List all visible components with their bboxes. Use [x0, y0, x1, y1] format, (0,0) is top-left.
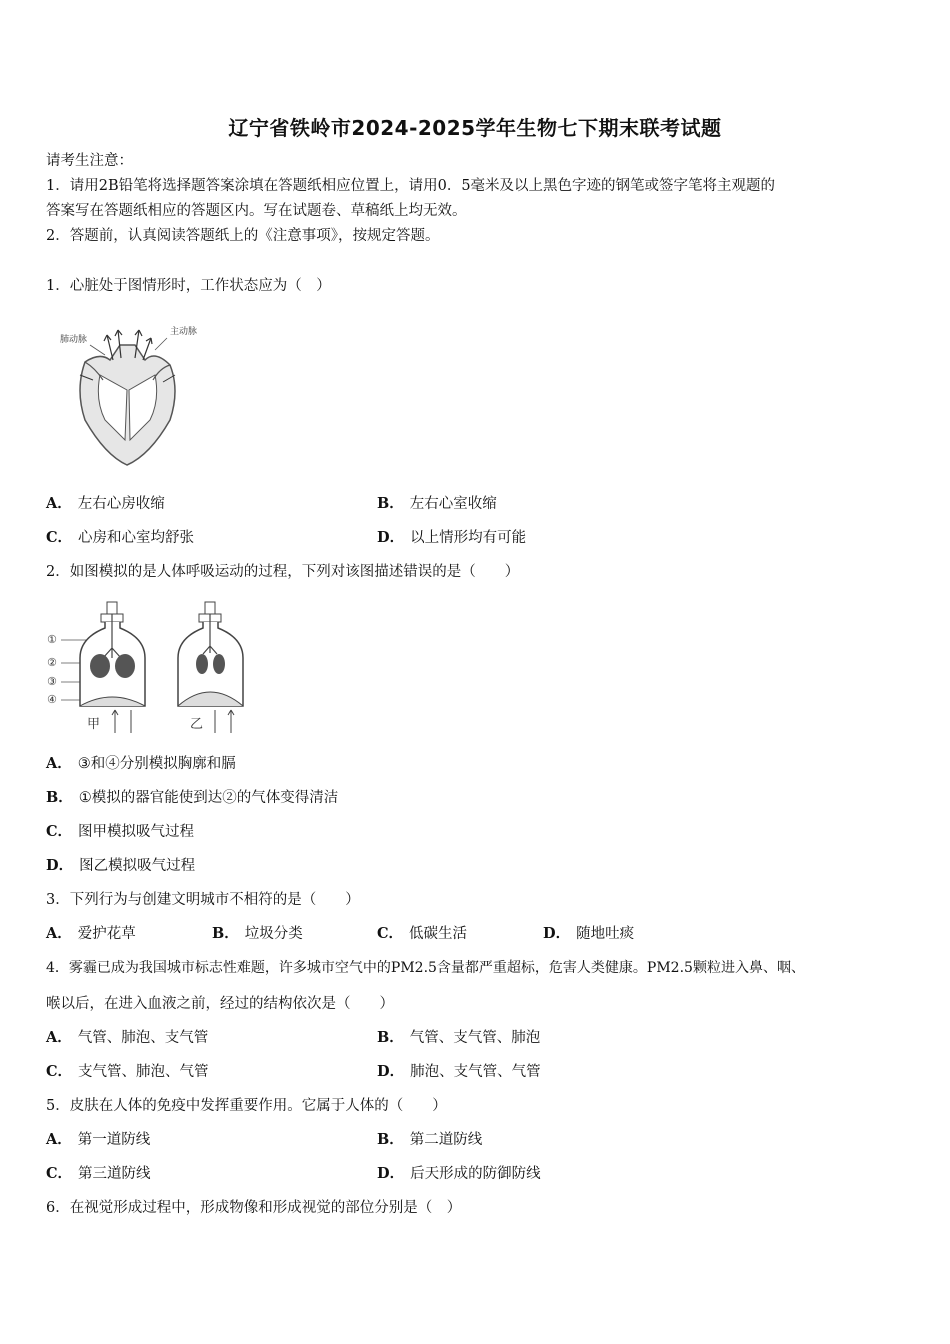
label-yi: 乙	[190, 717, 204, 732]
q4-option-c	[46, 1062, 209, 1082]
q1-option-a	[46, 494, 165, 514]
notice-line: 1．请用2B铅笔将选择题答案涂填在答题纸相应位置上，请用0．5毫米及以上黑色字迹的钢笔或签字笔将主观题的	[46, 178, 776, 194]
q3-option-a	[46, 924, 136, 944]
option-label: A．	[46, 755, 72, 772]
question-5-stem: 5．皮肤在人体的免疫中发挥重要作用。它属于人体的（ ）	[46, 1098, 447, 1114]
q4-option-a	[46, 1028, 208, 1048]
option-text: 气管、支气管、肺泡	[409, 1030, 541, 1046]
option-text: 第二道防线	[409, 1132, 483, 1148]
option-text: ①模拟的器官能使到达②的气体变得清洁	[78, 790, 339, 806]
option-label: A．	[46, 1131, 72, 1148]
option-text: 第三道防线	[78, 1166, 151, 1182]
q3-option-b	[212, 924, 303, 944]
question-1-stem: 1．心脏处于图情形时，工作状态应为（ ）	[46, 278, 331, 294]
option-text: 左右心房收缩	[77, 496, 165, 512]
q1-option-d	[377, 528, 526, 548]
q2-option-b	[46, 788, 338, 808]
q4-option-d	[377, 1062, 541, 1082]
option-label: D．	[46, 857, 74, 874]
q1-option-c	[46, 528, 194, 548]
option-text: 以上情形均有可能	[410, 530, 527, 546]
option-label: A．	[46, 495, 72, 512]
page-title: 辽宁省铁岭市2024-2025学年生物七下期末联考试题	[228, 116, 722, 140]
q2-option-c	[46, 822, 194, 842]
option-text: 垃圾分类	[244, 926, 303, 942]
option-label: C．	[46, 529, 73, 546]
option-label: B．	[377, 1029, 404, 1046]
option-text: ③和④分别模拟胸廓和膈	[77, 756, 236, 772]
option-text: 气管、肺泡、支气管	[77, 1030, 209, 1046]
q5-option-c	[46, 1164, 151, 1184]
option-text: 低碳生活	[409, 926, 468, 942]
label-4: ④	[47, 693, 57, 706]
option-label: B．	[212, 925, 239, 942]
option-label: C．	[377, 925, 404, 942]
option-label: D．	[377, 1063, 405, 1080]
q5-option-a	[46, 1130, 150, 1150]
q2-option-d	[46, 856, 195, 876]
q5-option-d	[377, 1164, 541, 1184]
option-text: 爱护花草	[77, 926, 136, 942]
question-2-stem: 2．如图模拟的是人体呼吸运动的过程，下列对该图描述错误的是（ ）	[46, 564, 520, 580]
question-4-stem: 4．雾霾已成为我国城市标志性难题，许多城市空气中的PM2.5含量都严重超标，危害人类健康。PM2.5颗粒进入鼻、咽、	[46, 960, 805, 976]
option-label: C．	[46, 823, 73, 840]
question-3-stem: 3．下列行为与创建文明城市不相符的是（ ）	[46, 892, 360, 908]
option-label: C．	[46, 1165, 73, 1182]
option-text: 肺泡、支气管、气管	[410, 1064, 541, 1080]
label-3: ③	[47, 675, 57, 688]
label-2: ②	[47, 656, 57, 669]
option-text: 左右心室收缩	[409, 496, 497, 512]
option-label: C．	[46, 1063, 73, 1080]
option-text: 支气管、肺泡、气管	[78, 1064, 209, 1080]
option-text: 第一道防线	[77, 1132, 151, 1148]
figure-label-aorta: 主动脉	[170, 327, 198, 337]
question-6-stem: 6．在视觉形成过程中，形成物像和形成视觉的部位分别是（ ）	[46, 1200, 462, 1216]
notice-line: 答案写在答题纸相应的答题区内。写在试题卷、草稿纸上均无效。	[46, 203, 467, 219]
option-label: A．	[46, 1029, 72, 1046]
option-text: 心房和心室均舒张	[78, 530, 195, 546]
option-label: A．	[46, 925, 72, 942]
breathing-model-figure	[45, 598, 255, 738]
option-text: 随地吐痰	[576, 926, 635, 942]
option-text: 图甲模拟吸气过程	[78, 824, 195, 840]
option-label: B．	[46, 789, 73, 806]
notice-line: 2．答题前，认真阅读答题纸上的《注意事项》，按规定答题。	[46, 228, 440, 244]
option-text: 图乙模拟吸气过程	[79, 858, 196, 874]
option-label: B．	[377, 1131, 404, 1148]
q4-option-b	[377, 1028, 540, 1048]
notice-heading: 请考生注意：	[46, 153, 133, 169]
option-label: D．	[377, 529, 405, 546]
option-label: B．	[377, 495, 404, 512]
label-jia: 甲	[87, 717, 101, 732]
question-4-stem-cont: 喉以后，在进入血液之前，经过的结构依次是（ ）	[46, 996, 394, 1012]
figure-label-pulmonary-artery: 肺动脉	[60, 335, 88, 345]
q3-option-d	[543, 924, 634, 944]
option-text: 后天形成的防御防线	[410, 1166, 541, 1182]
heart-figure	[55, 320, 220, 470]
q3-option-c	[377, 924, 467, 944]
label-1: ①	[47, 633, 57, 646]
q1-option-b	[377, 494, 497, 514]
option-label: D．	[543, 925, 571, 942]
q5-option-b	[377, 1130, 482, 1150]
q2-option-a	[46, 754, 236, 774]
option-label: D．	[377, 1165, 405, 1182]
